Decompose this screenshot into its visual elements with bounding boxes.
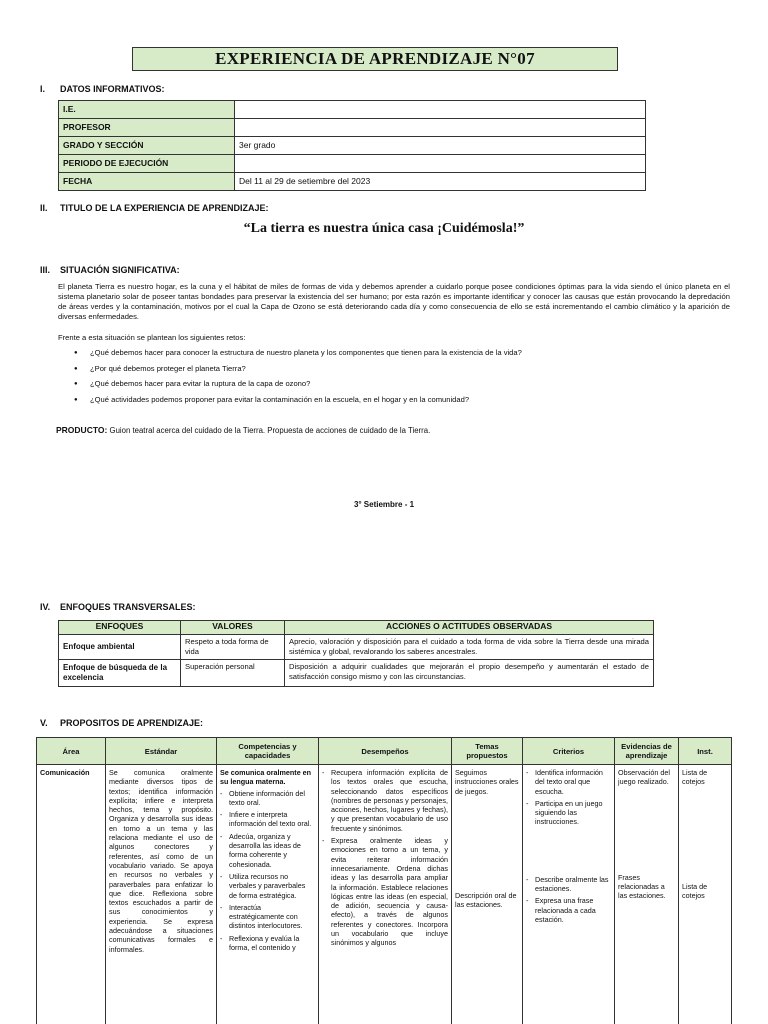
- table-row: [59, 101, 646, 119]
- desempenos-cell: [319, 765, 452, 1024]
- list-item: - Utiliza recursos no verbales y paraverbales de forma estratégica.: [220, 872, 315, 900]
- list-item: - Adecúa, organiza y desarrolla las ideas de forma coherente y cohesionada.: [220, 832, 315, 869]
- column-header: Competencias y capacidades: [217, 738, 319, 765]
- challenges-intro: Frente a esta situación se plantean los siguientes retos:: [58, 333, 246, 342]
- table-row: [59, 173, 646, 191]
- column-header: Evidencias de aprendizaje: [615, 738, 679, 765]
- valor-cell: Respeto a toda forma de vida: [181, 635, 285, 660]
- list-item: ● ¿Qué debemos hacer para conocer la estructura de nuestro planeta y los componentes que tienen para la existencia de la vida?: [74, 348, 714, 364]
- list-item: ● ¿Qué debemos hacer para evitar la ruptura de la capa de ozono?: [74, 379, 714, 395]
- list-item: - Describe oralmente las estaciones.: [526, 875, 611, 894]
- column-header: Temas propuestos: [452, 738, 523, 765]
- enfoques-table: [58, 620, 654, 687]
- list-item: - Participa en un juego siguiendo las instrucciones.: [526, 799, 611, 827]
- criterios-cell: [523, 765, 615, 1024]
- desempenos-list: [322, 768, 448, 948]
- column-header: Inst.: [679, 738, 732, 765]
- table-row: [59, 155, 646, 173]
- info-table: [58, 100, 646, 191]
- section-label: PROPOSITOS DE APRENDIZAJE:: [60, 718, 204, 728]
- column-header: VALORES: [181, 621, 285, 635]
- info-label: PERIODO DE EJECUCIÓN: [59, 155, 235, 173]
- inst-item: Lista de cotejos: [682, 881, 708, 900]
- evidencias-cell: [615, 765, 679, 1024]
- table-row: [37, 765, 732, 1024]
- table-row: [59, 660, 654, 687]
- list-item: ● ¿Por qué debemos proteger el planeta Tierra?: [74, 364, 714, 380]
- section-5-heading: [40, 718, 203, 728]
- section-number: V.: [40, 718, 48, 728]
- section-number: IV.: [40, 602, 51, 612]
- section-label: ENFOQUES TRANSVERSALES:: [60, 602, 196, 612]
- product-text: Guion teatral acerca del cuidado de la Tierra. Propuesta de acciones de cuidado de la Tierra.: [109, 426, 431, 435]
- section-label: SITUACIÓN SIGNIFICATIVA:: [60, 265, 180, 275]
- accion-cell: Aprecio, valoración y disposición para el cuidado a toda forma de vida sobre la Tierra desde una mirada sistémica y global, revalorando los saberes ancestrales.: [285, 635, 654, 660]
- product-line: [56, 425, 430, 435]
- valor-cell: Superación personal: [181, 660, 285, 687]
- enfoque-cell: Enfoque de búsqueda de la excelencia: [59, 660, 181, 687]
- criterios-list: [526, 875, 611, 924]
- challenges-list: [74, 348, 714, 410]
- list-item: - Identifica información del texto oral que escucha.: [526, 768, 611, 796]
- info-label: GRADO Y SECCIÓN: [59, 137, 235, 155]
- info-value: [235, 119, 646, 137]
- section-4-heading: [40, 602, 196, 612]
- criterios-list: [526, 768, 611, 827]
- evidencia-item: Frases relacionadas a las estaciones.: [618, 872, 666, 901]
- column-header: Criterios: [523, 738, 615, 765]
- area-cell: Comunicación: [37, 765, 106, 1024]
- experience-title: “La tierra es nuestra única casa ¡Cuidémosla!”: [243, 221, 525, 236]
- product-label: PRODUCTO:: [56, 425, 108, 435]
- list-item: - Reflexiona y evalúa la forma, el contenido y: [220, 934, 315, 953]
- inst-cell: [679, 765, 732, 1024]
- capacidades-list: [220, 789, 315, 953]
- evidencia-item: Observación del juego realizado.: [618, 768, 670, 787]
- column-header: Estándar: [106, 738, 217, 765]
- estandar-cell: Se comunica oralmente mediante diversos tipos de textos; identifica información explícita; infiere e interpreta hechos, tema y propósito. Organiza y desarrolla sus ideas en torno a un tema y las relaciona mediante el uso de algunos conectores y referentes, así como de un vocabulario variado. Se apoya en recursos no verbales y paraverbales para enfatizar lo que dice. Reflexiona sobre textos escuchados a partir de sus conocimientos y experiencia. Se expresa adecuándose a situaciones comunicativas formales e informales.: [106, 765, 217, 1024]
- competencia-title: Se comunica oralmente en su lengua materna.: [220, 768, 312, 787]
- list-item: - Infiere e interpreta información del texto oral.: [220, 810, 315, 829]
- list-item: - Obtiene información del texto oral.: [220, 789, 315, 808]
- tema-item: Descripción oral de las estaciones.: [455, 890, 517, 910]
- column-header: Área: [37, 738, 106, 765]
- column-header: ENFOQUES: [59, 621, 181, 635]
- table-header-row: [59, 621, 654, 635]
- situation-paragraph: El planeta Tierra es nuestro hogar, es la cuna y el hábitat de miles de formas de vida y debemos aprender a cuidarlo porque posee condiciones óptimas para la vida siendo el único planeta en el sistema planetario solar de poseer tantas bondades para preservar la existencia del ser humano; por esta razón es importante identificar y conocer las causas que están provocando la depredación de áreas verdes y la contaminación, motivos por el cual la Capa de Ozono se está deteriorando cada día y como consecuencia de ello se está incrementando el cambio climático y la aparición de diversas enfermedades.: [58, 282, 730, 321]
- section-number: I.: [40, 84, 46, 94]
- list-item: - Recupera información explícita de los textos orales que escucha, seleccionando datos específicos (nombres de personas y personajes, acciones, hechos, lugares y fechas), y que presentan vocabulario de uso frecuente y sinónimos.: [322, 768, 448, 833]
- column-header: ACCIONES O ACTITUDES OBSERVADAS: [285, 621, 654, 635]
- info-value: [235, 155, 646, 173]
- section-label: TITULO DE LA EXPERIENCIA DE APRENDIZAJE:: [60, 203, 269, 213]
- competencias-cell: [217, 765, 319, 1024]
- document-title: EXPERIENCIA DE APRENDIZAJE N°07: [132, 47, 618, 71]
- page-marker: 3° Setiembre - 1: [353, 500, 415, 509]
- list-item: - Interactúa estratégicamente con distintos interlocutores.: [220, 903, 315, 931]
- section-2-heading: [40, 203, 269, 213]
- info-value: [235, 101, 646, 119]
- info-value: Del 11 al 29 de setiembre del 2023: [235, 173, 646, 191]
- enfoque-cell: Enfoque ambiental: [59, 635, 181, 660]
- section-number: II.: [40, 203, 48, 213]
- table-header-row: [37, 738, 732, 765]
- section-3-heading: [40, 265, 180, 275]
- propositos-table: [36, 737, 732, 1024]
- list-item: - Expresa oralmente ideas y emociones en torno a un tema, y evita reiterar información innecesariamente. Ordena dichas ideas y las desarrolla para ampliar la información. Establece relaciones lógicas entre las ideas (en especial, de adición, secuencia y causa-efecto), a través de algunos referentes y conectores. Incorpora un vocabulario que incluye sinónimos y algunos: [322, 836, 448, 948]
- info-label: FECHA: [59, 173, 235, 191]
- info-value: 3er grado: [235, 137, 646, 155]
- section-1-heading: [40, 84, 165, 94]
- tema-item: Seguimos instrucciones orales de juegos.: [455, 768, 519, 796]
- info-label: I.E.: [59, 101, 235, 119]
- accion-cell: Disposición a adquirir cualidades que mejorarán el propio desempeño y aumentarán el estado de satisfacción consigo mismo y con las circunstancias.: [285, 660, 654, 687]
- list-item: ● ¿Qué actividades podemos proponer para evitar la contaminación en la escuela, en el hogar y en la comunidad?: [74, 395, 714, 411]
- column-header: Desempeños: [319, 738, 452, 765]
- table-row: [59, 119, 646, 137]
- table-row: [59, 635, 654, 660]
- inst-item: Lista de cotejos: [682, 768, 708, 787]
- list-item: - Expresa una frase relacionada a cada estación.: [526, 896, 611, 924]
- info-label: PROFESOR: [59, 119, 235, 137]
- table-row: [59, 137, 646, 155]
- section-number: III.: [40, 265, 51, 275]
- section-label: DATOS INFORMATIVOS:: [60, 84, 165, 94]
- temas-cell: [452, 765, 523, 1024]
